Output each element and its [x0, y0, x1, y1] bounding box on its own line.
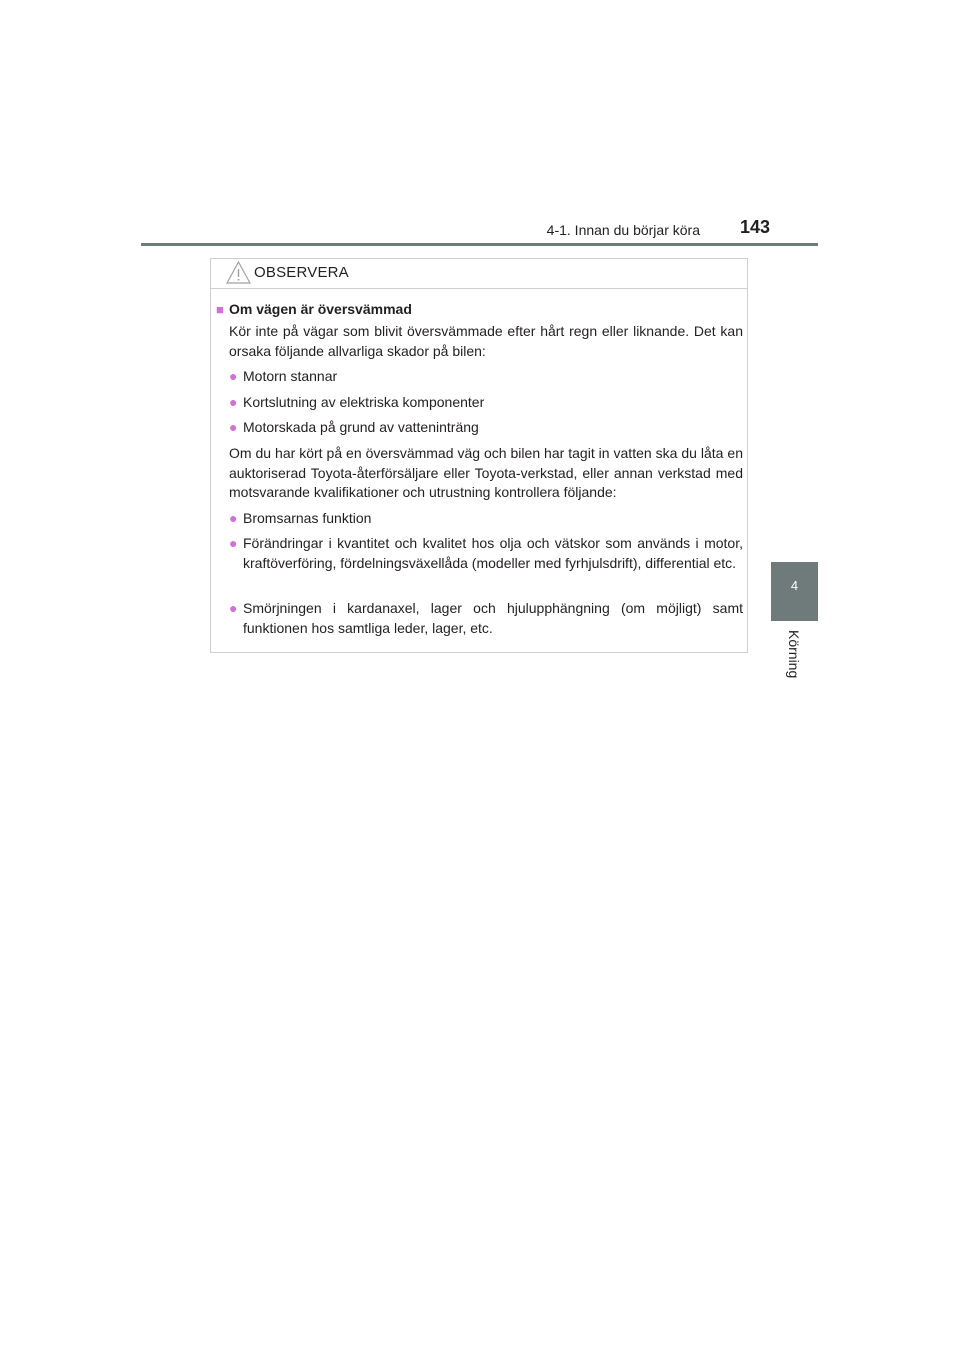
notice-header	[211, 259, 747, 289]
list-item-text: Kortslutning av elektriska komponenter	[243, 394, 485, 410]
list-item	[229, 418, 743, 438]
topic-heading	[216, 300, 412, 320]
dot-bullet-icon: ●	[229, 535, 238, 551]
list-item-text: Motorn stannar	[243, 368, 338, 384]
list-item-text: Bromsarnas funktion	[243, 510, 372, 526]
dot-bullet-icon: ●	[229, 394, 238, 410]
list-item-text: Smörjningen i kardanaxel, lager och hjulupphängning (om möjligt) samt funktionen hos samtliga leder, lager, etc.	[243, 600, 743, 636]
header-divider	[141, 243, 818, 246]
chapter-tab	[771, 562, 818, 621]
followup-paragraph: Om du har kört på en översvämmad väg och bilen har tagit in vatten ska du låta en auktoriserad Toyota-återförsäljare eller Toyota-verkstad, eller annan verkstad med motsvarande kvalifikationer och utrustning kontrollera följande:	[229, 445, 743, 500]
dot-bullet-icon: ●	[229, 600, 238, 616]
list-item-text: Motorskada på grund av vatteninträng	[243, 419, 479, 435]
list-item	[229, 393, 743, 413]
chapter-label: Körning	[786, 630, 802, 679]
page-number: 143	[740, 217, 771, 237]
dot-bullet-icon: ●	[229, 368, 238, 384]
dot-bullet-icon: ●	[229, 419, 238, 435]
warning-triangle-icon	[225, 260, 252, 285]
section-title: 4-1. Innan du börjar köra	[546, 222, 700, 238]
list-item	[229, 509, 743, 529]
notice-box	[210, 258, 748, 653]
dot-bullet-icon: ●	[229, 510, 238, 526]
list-item-text: Förändringar i kvantitet och kvalitet hos olja och vätskor som används i motor, kraftöverföring, fördelningsväxellåda (modeller med fyrhjulsdrift), differential etc.	[243, 535, 743, 571]
list-item	[229, 599, 743, 638]
page-header	[0, 0, 960, 250]
list-item	[229, 367, 743, 387]
topic-text: Om vägen är översvämmad	[229, 301, 412, 317]
notice-title: OBSERVERA	[254, 264, 349, 281]
square-bullet-icon: ■	[216, 302, 224, 317]
chapter-number: 4	[790, 578, 799, 593]
list-item	[229, 534, 743, 573]
intro-paragraph: Kör inte på vägar som blivit översvämmade efter hårt regn eller liknande. Det kan orsaka följande allvarliga skador på bilen:	[229, 323, 743, 359]
